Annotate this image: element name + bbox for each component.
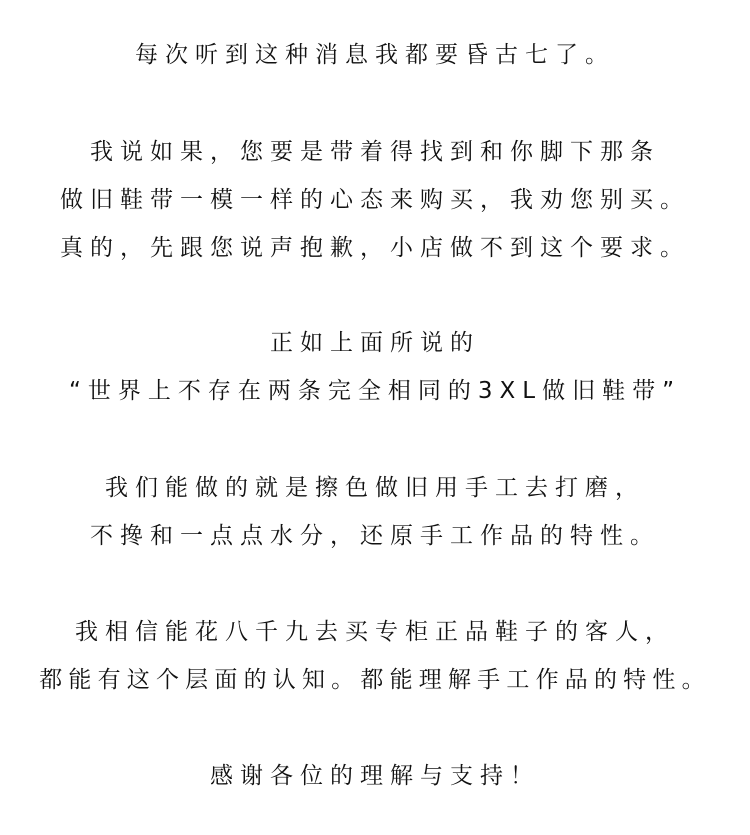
paragraph-5-line-1: 我相信能花八千九去买专柜正品鞋子的客人， — [75, 619, 675, 645]
paragraph-6-line-1: 感谢各位的理解与支持！ — [210, 763, 540, 789]
paragraph-1-line-1: 每次听到这种消息我都要昏古七了。 — [135, 42, 615, 68]
paragraph-3-line-1: 正如上面所说的 — [270, 330, 480, 356]
paragraph-2-line-1: 我说如果，您要是带着得找到和你脚下那条 — [90, 139, 660, 165]
paragraph-2-line-2: 做旧鞋带一模一样的心态来购买，我劝您别买。 — [60, 187, 690, 213]
paragraph-4-line-1: 我们能做的就是擦色做旧用手工去打磨， — [105, 475, 645, 501]
paragraph-4-line-2: 不搀和一点点水分，还原手工作品的特性。 — [90, 523, 660, 549]
paragraph-2-line-3: 真的，先跟您说声抱歉，小店做不到这个要求。 — [60, 235, 690, 261]
paragraph-3-line-2: “世界上不存在两条完全相同的3XL做旧鞋带” — [68, 378, 682, 404]
paragraph-5-line-2: 都能有这个层面的认知。都能理解手工作品的特性。 — [39, 667, 711, 693]
